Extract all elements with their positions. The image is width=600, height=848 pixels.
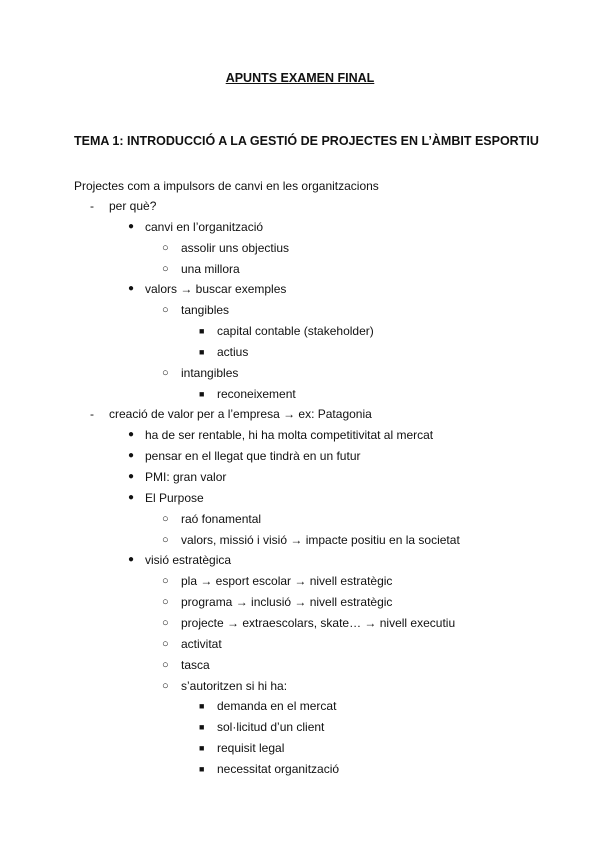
list-item: valors → buscar exemples xyxy=(145,282,287,296)
list-item: pla → esport escolar → nivell estratègic xyxy=(181,574,393,588)
bullet-square: ■ xyxy=(199,347,205,357)
list-item: sol·licitud d’un client xyxy=(217,720,325,734)
list-item: activitat xyxy=(181,637,222,651)
bullet-square: ■ xyxy=(199,326,205,336)
intro-line: Projectes com a impulsors de canvi en les organitzacions xyxy=(74,179,379,193)
bullet-square: ■ xyxy=(199,743,205,753)
bullet-circle: ○ xyxy=(162,513,169,525)
list-item: PMI: gran valor xyxy=(145,470,227,484)
list-item: demanda en el mercat xyxy=(217,699,337,713)
list-item: s’autoritzen si hi ha: xyxy=(181,679,288,693)
list-item: intangibles xyxy=(181,366,239,380)
bullet-square: ■ xyxy=(199,389,205,399)
list-item: ha de ser rentable, hi ha molta competitivitat al mercat xyxy=(145,428,434,442)
list-item: una millora xyxy=(181,262,240,276)
bullet-disc: ● xyxy=(128,283,135,294)
bullet-square: ■ xyxy=(199,764,205,774)
list-item: capital contable (stakeholder) xyxy=(217,324,374,338)
list-item: per què? xyxy=(109,199,157,213)
bullet-disc: ● xyxy=(128,429,135,440)
bullet-disc: ● xyxy=(128,554,135,565)
bullet-circle: ○ xyxy=(162,617,169,629)
list-item: assolir uns objectius xyxy=(181,241,290,255)
list-item: canvi en l’organització xyxy=(145,220,264,234)
list-item: valors, missió i visió → impacte positiu en la societat xyxy=(181,533,460,547)
bullet-circle: ○ xyxy=(162,263,169,275)
bullet-circle: ○ xyxy=(162,575,169,587)
bullet-circle: ○ xyxy=(162,534,169,546)
list-item: necessitat organització xyxy=(217,762,340,776)
bullet-circle: ○ xyxy=(162,304,169,316)
list-item: requisit legal xyxy=(217,741,285,755)
list-item: projecte → extraescolars, skate… → nivell executiu xyxy=(181,616,456,630)
bullet-disc: ● xyxy=(128,450,135,461)
list-item: pensar en el llegat que tindrà en un futur xyxy=(145,449,361,463)
list-item: tasca xyxy=(181,658,210,672)
list-item: reconeixement xyxy=(217,387,296,401)
section-heading: TEMA 1: INTRODUCCIÓ A LA GESTIÓ DE PROJECTES EN L’ÀMBIT ESPORTIU xyxy=(74,134,539,148)
bullet-square: ■ xyxy=(199,701,205,711)
bullet-disc: ● xyxy=(128,471,135,482)
list-item: El Purpose xyxy=(145,491,204,505)
list-item: tangibles xyxy=(181,303,230,317)
bullet-disc: ● xyxy=(128,492,135,503)
list-item: actius xyxy=(217,345,249,359)
dash-marker: - xyxy=(90,199,94,213)
document-title: APUNTS EXAMEN FINAL xyxy=(225,71,375,85)
list-item: programa → inclusió → nivell estratègic xyxy=(181,595,393,609)
list-item: visió estratègica xyxy=(145,553,232,567)
bullet-disc: ● xyxy=(128,221,135,232)
bullet-square: ■ xyxy=(199,722,205,732)
bullet-circle: ○ xyxy=(162,659,169,671)
list-item: raó fonamental xyxy=(181,512,262,526)
bullet-circle: ○ xyxy=(162,367,169,379)
dash-marker: - xyxy=(90,407,94,421)
bullet-circle: ○ xyxy=(162,242,169,254)
bullet-circle: ○ xyxy=(162,596,169,608)
bullet-circle: ○ xyxy=(162,680,169,692)
list-item: creació de valor per a l’empresa → ex: Patagonia xyxy=(109,407,372,421)
bullet-circle: ○ xyxy=(162,638,169,650)
